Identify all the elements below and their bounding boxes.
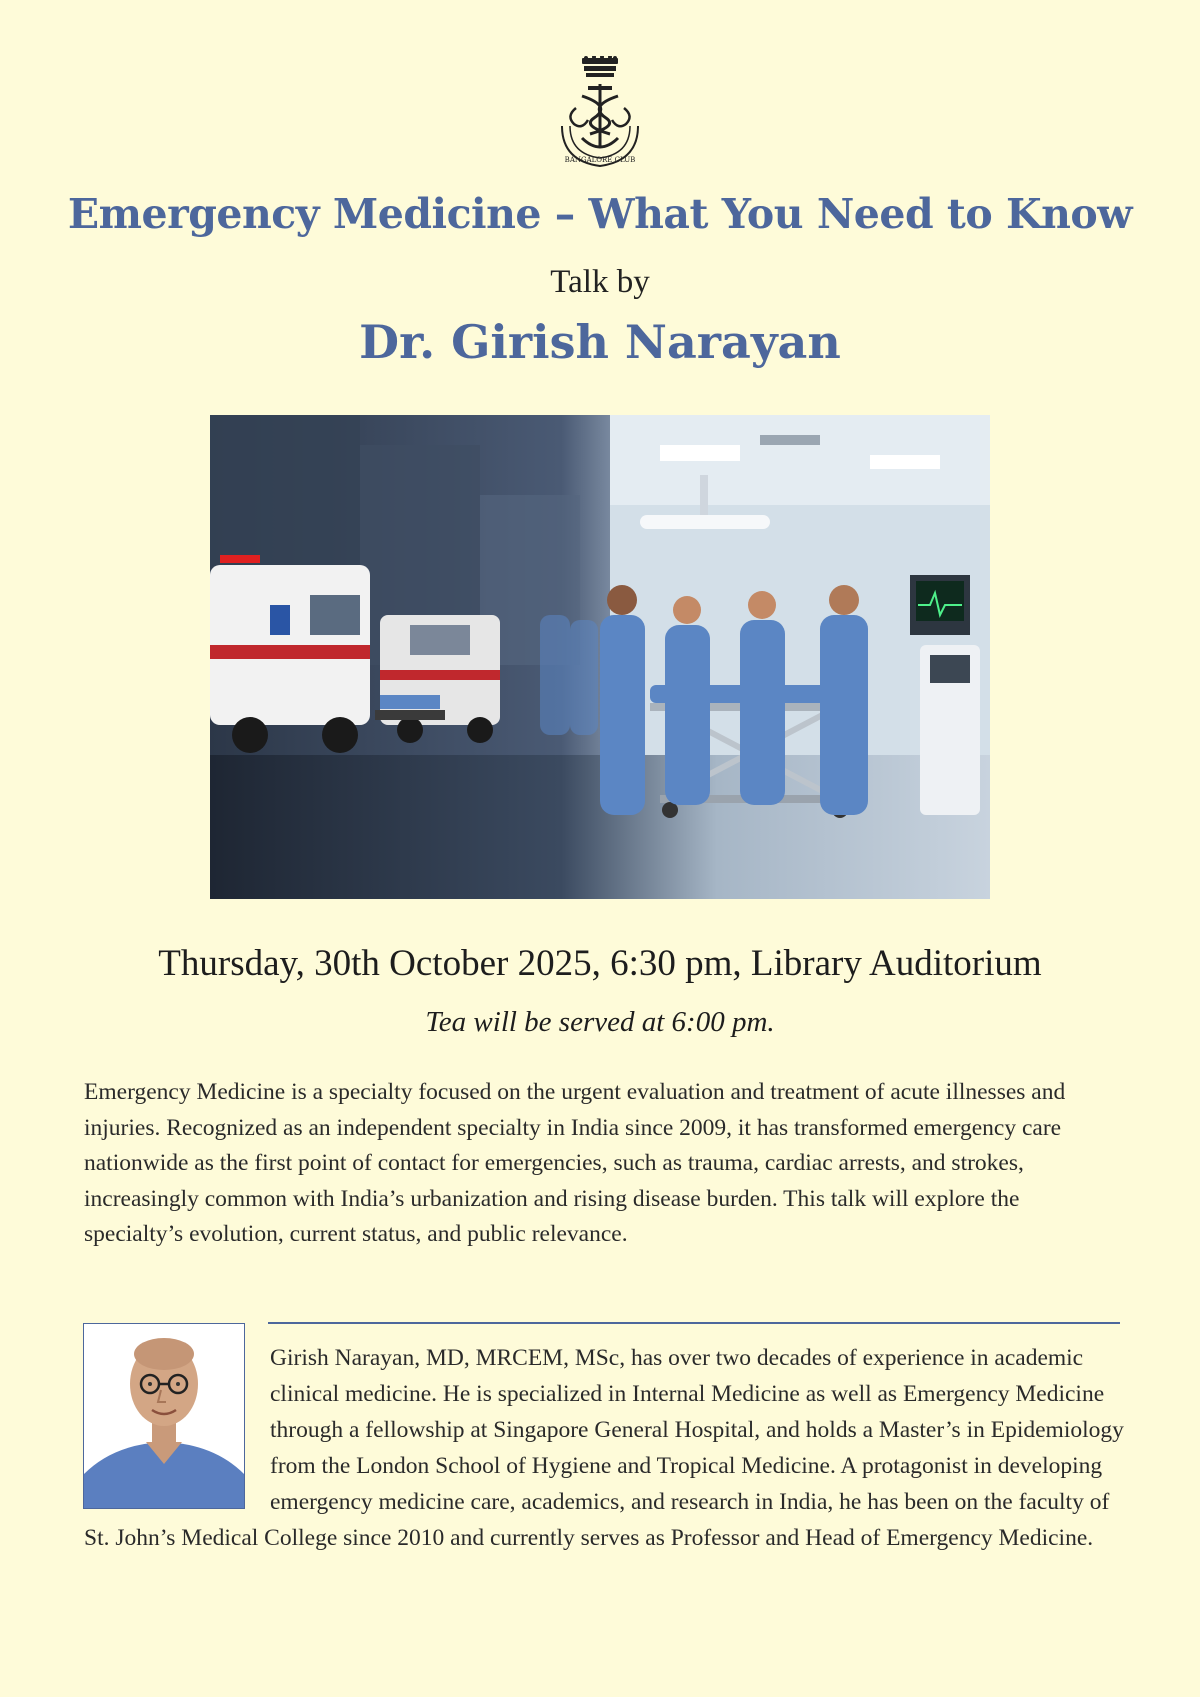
speaker-name: Dr. Girish Narayan xyxy=(359,315,841,369)
ambulance-emergency-room-image xyxy=(210,415,990,899)
club-crest-icon xyxy=(552,56,648,170)
speaker-bio-text: Girish Narayan, MD, MRCEM, MSc, has over two decades of experience in academic clinical medicine. He is specialized in Internal Medicine as well as Emergency Medicine through a fellowship at Singapore General Hospital, and holds a Master’s in Epidemiology from the London School of Hygiene and Tropical Medicine. A protagonist in developing emergency medicine care, academics, and research in India, he has been on the faculty of St. John’s Medical College since 2010 and currently serves as Professor and Head of Emergency Medicine. xyxy=(84,1345,1124,1551)
crest-motto: BANGALORE CLUB xyxy=(564,156,636,164)
tea-note: Tea will be served at 6:00 pm. xyxy=(425,1006,775,1038)
page-title: Emergency Medicine – What You Need to Know xyxy=(67,190,1133,238)
speaker-bio xyxy=(84,1340,1124,1556)
event-date-time-venue: Thursday, 30th October 2025, 6:30 pm, Library Auditorium xyxy=(158,943,1042,984)
talk-by-label: Talk by xyxy=(550,264,650,300)
talk-abstract: Emergency Medicine is a specialty focused on the urgent evaluation and treatment of acute illnesses and injuries. Recognized as an independent specialty in India since 2009, it has transformed emergency care nationwide as the first point of contact for emergencies, such as trauma, cardiac arrests, and strokes, increasingly common with India’s urbanization and rising disease burden. This talk will explore the specialty’s evolution, current status, and public relevance. xyxy=(84,1079,1066,1247)
divider xyxy=(268,1322,1120,1324)
